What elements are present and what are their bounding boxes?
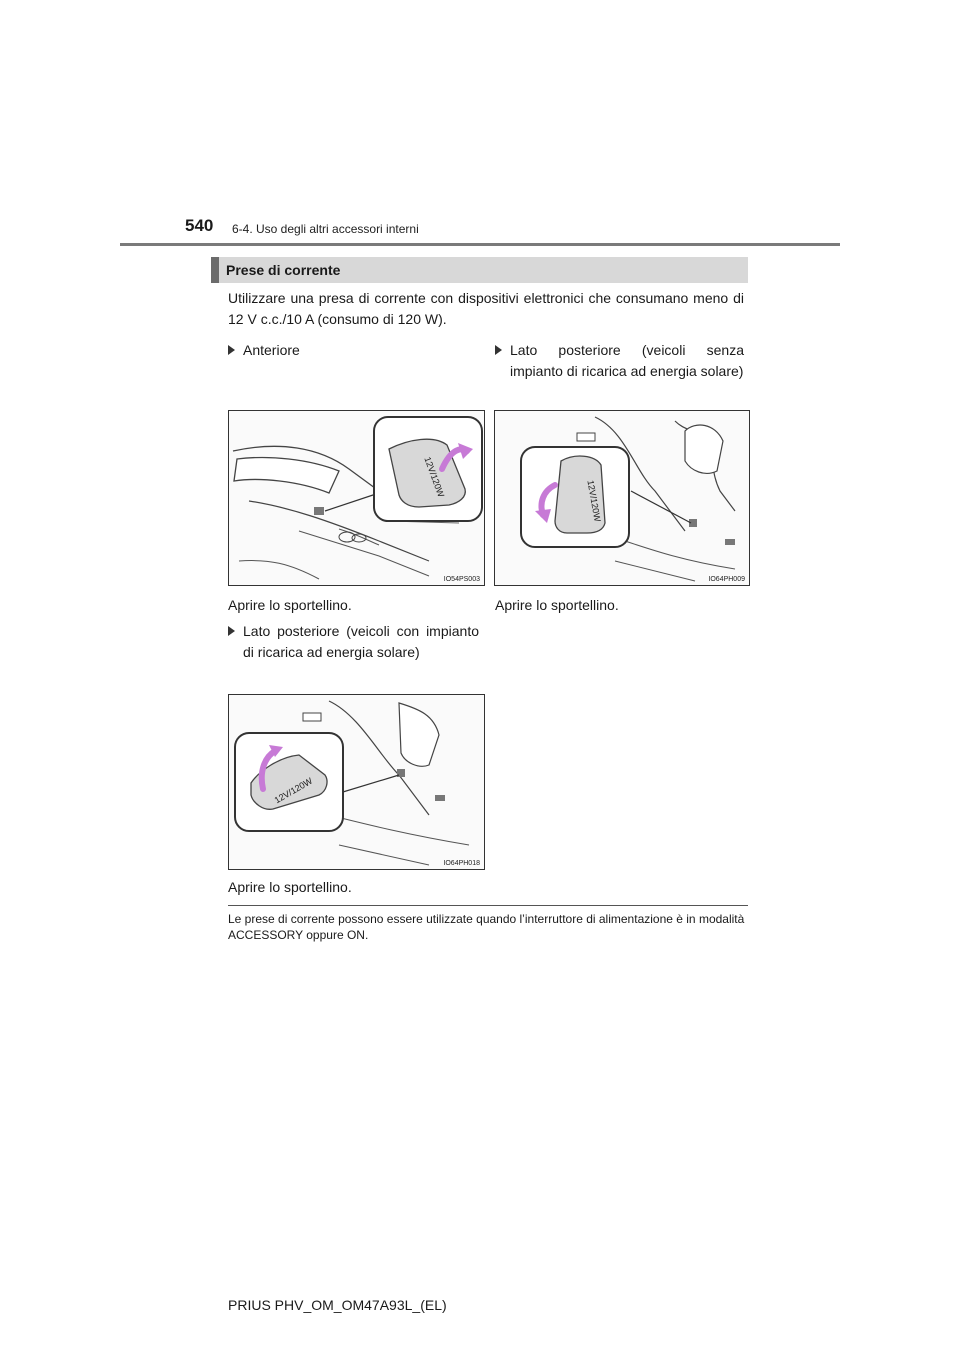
section-heading: Prese di corrente [226,262,341,278]
rear-solar-figure-code: IO64PH018 [443,860,480,867]
rear-no-solar-caption: Aprire lo sportellino. [495,597,619,613]
bullet-arrow-icon [228,345,235,355]
section-heading-bar [211,257,748,283]
bullet-arrow-icon [495,345,502,355]
intro-paragraph: Utilizzare una presa di corrente con dispositivi elettronici che consumano meno di 12 V c.c./10 A (consumo di 120 W). [228,290,744,327]
section-title: 6-4. Uso degli altri accessori interni [232,222,419,236]
rear-solar-caption: Aprire lo sportellino. [228,879,352,895]
note-divider [228,905,748,906]
footer-code: PRIUS PHV_OM_OM47A93L_(EL) [228,1297,447,1313]
rear-no-solar-heading-text: Lato posteriore (veicoli senza impianto di ricarica ad energia solare) [510,342,744,379]
front-heading [228,340,484,362]
front-figure [228,410,485,586]
rear-solar-cover-label: 12V/120W [272,775,315,806]
front-caption: Aprire lo sportellino. [228,597,352,613]
rear-no-solar-figure-code: IO64PH009 [708,576,745,583]
page-number: 540 [185,216,214,235]
front-figure-code: IO54PS003 [443,576,480,583]
heading-accent [211,257,219,283]
rear-solar-heading-text: Lato posteriore (veicoli con impianto di ricarica ad energia solare) [243,623,479,660]
header-divider [120,243,840,246]
rear-solar-figure [228,694,485,870]
front-heading-text: Anteriore [243,342,300,358]
rear-solar-heading [228,621,479,685]
front-cover-label: 12V/120W [422,455,447,499]
bullet-arrow-icon [228,626,235,636]
rear-no-solar-cover-label: 12V/120W [585,479,603,523]
note-text: Le prese di corrente possono essere utilizzate quando l’interruttore di alimentazione è in modalità ACCESSORY oppure ON. [228,912,745,942]
rear-no-solar-heading [495,340,745,404]
rear-no-solar-figure [494,410,750,586]
